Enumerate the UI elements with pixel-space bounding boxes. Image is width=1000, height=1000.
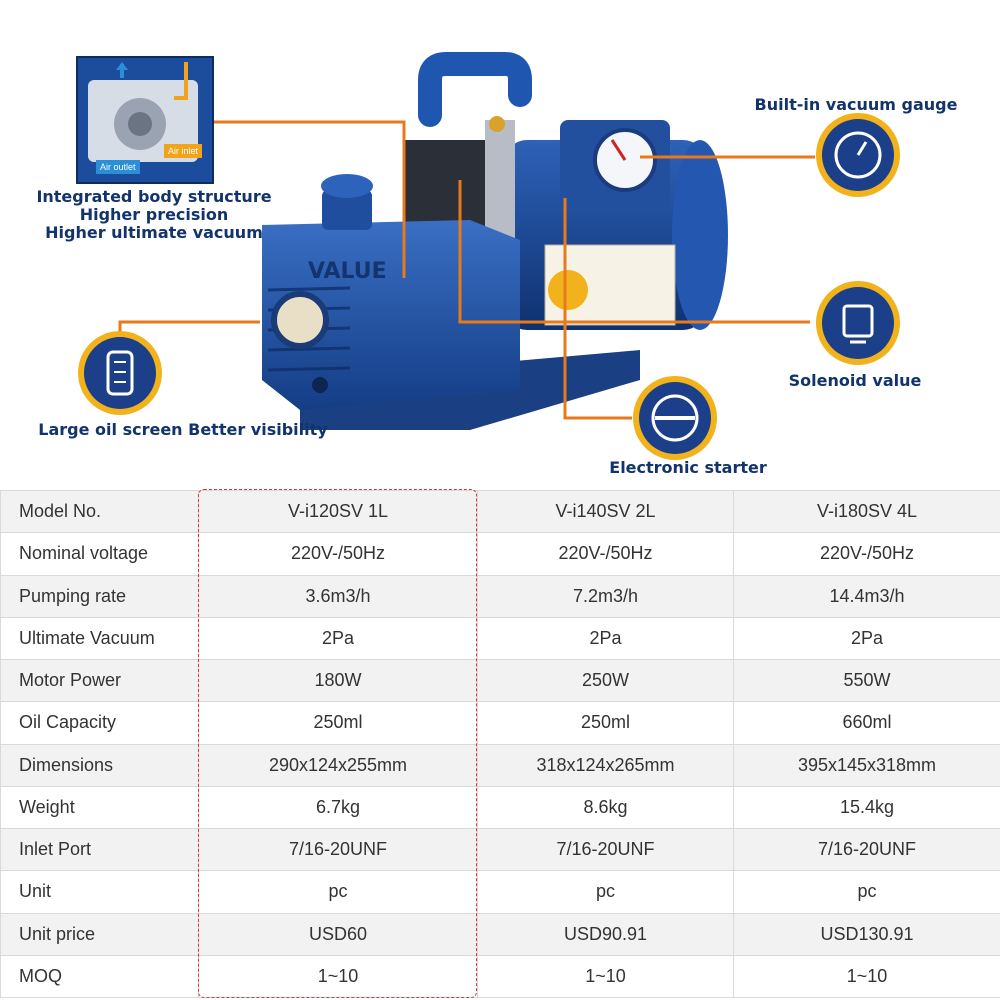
table-cell: 660ml	[734, 702, 1000, 744]
row-label: Weight	[1, 786, 199, 828]
air-inlet-label: Air inlet	[164, 144, 202, 158]
table-row	[1, 575, 1000, 617]
table-cell: 395x145x318mm	[734, 744, 1000, 786]
table-cell: 1~10	[734, 955, 1000, 997]
oil-screen-callout: Large oil screen Better visibility	[38, 420, 328, 439]
table-cell: 180W	[199, 660, 478, 702]
row-label: Unit price	[1, 913, 199, 955]
table-cell: 7/16-20UNF	[478, 829, 734, 871]
table-cell: 250ml	[199, 702, 478, 744]
table-cell: pc	[478, 871, 734, 913]
internal-structure-inset	[76, 56, 214, 184]
table-cell: 220V-/50Hz	[478, 533, 734, 575]
table-cell: 3.6m3/h	[199, 575, 478, 617]
oil-screen-icon	[78, 331, 162, 415]
table-cell: 6.7kg	[199, 786, 478, 828]
table-row	[1, 491, 1000, 533]
table-cell: 2Pa	[199, 617, 478, 659]
callout-line-2: Higher precision	[79, 205, 229, 224]
table-cell: USD60	[199, 913, 478, 955]
table-cell: 2Pa	[478, 617, 734, 659]
table-cell: 1~10	[199, 955, 478, 997]
table-row	[1, 533, 1000, 575]
table-cell: USD130.91	[734, 913, 1000, 955]
table-row	[1, 617, 1000, 659]
table-row	[1, 955, 1000, 997]
table-cell: 15.4kg	[734, 786, 1000, 828]
table-cell: 220V-/50Hz	[734, 533, 1000, 575]
product-illustration-area	[0, 0, 1000, 488]
row-label: Model No.	[1, 491, 199, 533]
table-cell: 7/16-20UNF	[199, 829, 478, 871]
table-row	[1, 660, 1000, 702]
table-cell: 14.4m3/h	[734, 575, 1000, 617]
row-label: Unit	[1, 871, 199, 913]
table-cell: V-i140SV 2L	[478, 491, 734, 533]
brand-mark: VALUE	[308, 259, 387, 284]
table-cell: 7.2m3/h	[478, 575, 734, 617]
solenoid-valve-icon	[816, 281, 900, 365]
table-cell: V-i180SV 4L	[734, 491, 1000, 533]
pressure-gauge-icon	[816, 113, 900, 197]
spec-table	[0, 490, 1000, 998]
row-label: Inlet Port	[1, 829, 199, 871]
table-cell: 7/16-20UNF	[734, 829, 1000, 871]
table-row	[1, 913, 1000, 955]
callout-line-3: Higher ultimate vacuum	[45, 223, 263, 242]
table-cell: V-i120SV 1L	[199, 491, 478, 533]
row-label: MOQ	[1, 955, 199, 997]
table-cell: 2Pa	[734, 617, 1000, 659]
row-label: Dimensions	[1, 744, 199, 786]
table-cell: 550W	[734, 660, 1000, 702]
row-label: Oil Capacity	[1, 702, 199, 744]
table-row	[1, 829, 1000, 871]
table-cell: 250ml	[478, 702, 734, 744]
row-label: Pumping rate	[1, 575, 199, 617]
table-row	[1, 871, 1000, 913]
integrated-body-callout	[30, 188, 278, 242]
row-label: Motor Power	[1, 660, 199, 702]
row-label: Ultimate Vacuum	[1, 617, 199, 659]
table-cell: USD90.91	[478, 913, 734, 955]
air-outlet-label: Air outlet	[96, 160, 140, 174]
table-cell: 220V-/50Hz	[199, 533, 478, 575]
table-row	[1, 744, 1000, 786]
table-row	[1, 786, 1000, 828]
starter-callout: Electronic starter	[609, 458, 767, 477]
callout-line-1: Integrated body structure	[36, 187, 272, 206]
table-cell: 250W	[478, 660, 734, 702]
starter-switch-icon	[633, 376, 717, 460]
table-cell: 8.6kg	[478, 786, 734, 828]
table-cell: 290x124x255mm	[199, 744, 478, 786]
oil-sight-glass	[274, 294, 326, 346]
table-cell: pc	[734, 871, 1000, 913]
spec-table-body	[1, 491, 1000, 998]
solenoid-callout: Solenoid value	[788, 371, 922, 390]
table-row	[1, 702, 1000, 744]
row-label: Nominal voltage	[1, 533, 199, 575]
table-cell: pc	[199, 871, 478, 913]
table-cell: 318x124x265mm	[478, 744, 734, 786]
vacuum-gauge-callout: Built-in vacuum gauge	[754, 95, 958, 114]
table-cell: 1~10	[478, 955, 734, 997]
